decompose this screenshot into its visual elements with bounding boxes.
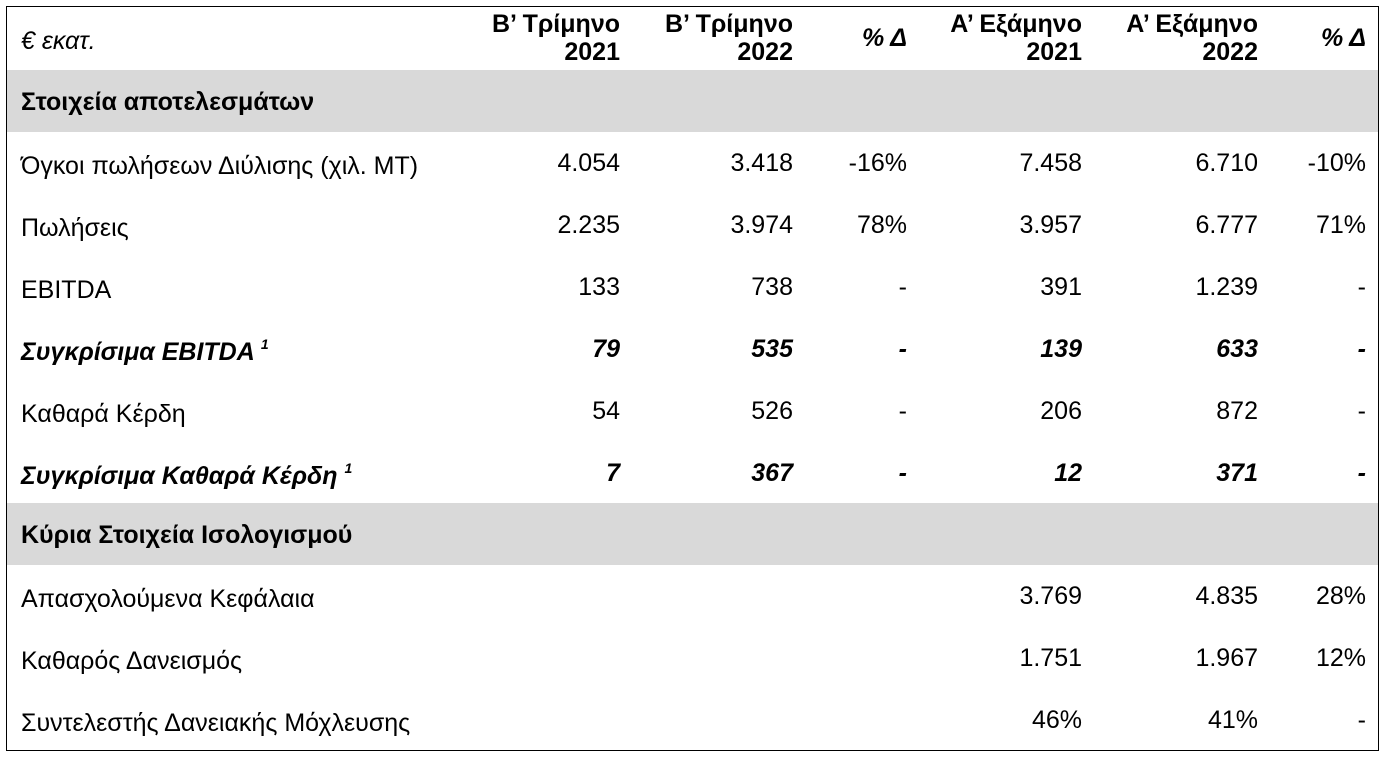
header-h-change: % Δ xyxy=(1320,24,1366,52)
cell-value: 3.769 xyxy=(1019,582,1082,610)
cell-value: 78% xyxy=(856,211,907,239)
cell-value: 54 xyxy=(592,397,620,425)
header-q2-2021-line2: 2021 xyxy=(564,38,620,66)
cell-value: 6.777 xyxy=(1195,211,1258,239)
header-q2-2021 xyxy=(477,7,620,69)
header-q2-2022 xyxy=(647,7,793,69)
cell-value: 133 xyxy=(578,273,620,301)
row-label xyxy=(21,318,269,380)
cell-value: 206 xyxy=(1040,397,1082,425)
cell-value: 12% xyxy=(1315,644,1366,672)
cell-value xyxy=(477,565,620,627)
header-q2-2022-line1: Β’ Τρίμηνο xyxy=(665,10,793,38)
row-label: Συντελεστής Δανειακής Μόχλευσης xyxy=(21,709,411,737)
cell-value xyxy=(477,689,620,751)
row-label-text: Συγκρίσιμα EBITDA xyxy=(21,338,254,366)
cell-value: 139 xyxy=(1040,335,1082,363)
cell-value: 7 xyxy=(606,459,620,487)
cell-value: - xyxy=(1357,459,1366,487)
cell-value: - xyxy=(1357,706,1366,734)
header-h1-2021-line1: Α’ Εξάμηνο xyxy=(950,10,1082,38)
cell-value: 79 xyxy=(592,335,620,363)
section-header-results xyxy=(7,70,1378,132)
section-title: Κύρια Στοιχεία Ισολογισμού xyxy=(21,521,353,549)
table-row xyxy=(7,194,1378,256)
table-row xyxy=(7,380,1378,442)
section-header-balance-sheet xyxy=(7,503,1378,565)
table-header-row xyxy=(7,7,1378,69)
row-label xyxy=(21,442,352,504)
cell-value: 7.458 xyxy=(1019,149,1082,177)
cell-value: - xyxy=(898,335,907,363)
cell-value: 6.710 xyxy=(1195,149,1258,177)
cell-value: 3.957 xyxy=(1019,211,1082,239)
cell-value xyxy=(807,627,907,689)
cell-value: 738 xyxy=(751,273,793,301)
financial-table xyxy=(6,6,1379,751)
header-h1-2021 xyxy=(927,7,1082,69)
cell-value: 41% xyxy=(1207,706,1258,734)
cell-value xyxy=(647,565,793,627)
cell-value: - xyxy=(1357,335,1366,363)
cell-value: -10% xyxy=(1307,149,1366,177)
cell-value: 28% xyxy=(1315,582,1366,610)
footnote-marker: 1 xyxy=(344,459,353,476)
row-label: Όγκοι πωλήσεων Διύλισης (χιλ. ΜΤ) xyxy=(21,152,419,180)
header-q2-2021-line1: Β’ Τρίμηνο xyxy=(492,10,620,38)
row-label: Απασχολούμενα Κεφάλαια xyxy=(21,585,315,613)
cell-value: - xyxy=(898,459,907,487)
header-q-change: % Δ xyxy=(861,24,907,52)
cell-value: 46% xyxy=(1031,706,1082,734)
cell-value: 4.054 xyxy=(557,149,620,177)
table-row xyxy=(7,627,1378,689)
cell-value: -16% xyxy=(848,149,907,177)
cell-value: 12 xyxy=(1054,459,1082,487)
table-row xyxy=(7,565,1378,627)
header-h1-2022-line1: Α’ Εξάμηνο xyxy=(1126,10,1258,38)
section-title: Στοιχεία αποτελεσμάτων xyxy=(21,88,315,116)
cell-value: 3.974 xyxy=(730,211,793,239)
cell-value xyxy=(807,565,907,627)
cell-value: 872 xyxy=(1216,397,1258,425)
header-h1-2022-line2: 2022 xyxy=(1202,38,1258,66)
row-label: Καθαρά Κέρδη xyxy=(21,400,186,428)
row-label: Πωλήσεις xyxy=(21,214,129,242)
table-row xyxy=(7,132,1378,194)
cell-value xyxy=(807,689,907,751)
row-label: Καθαρός Δανεισμός xyxy=(21,647,243,675)
cell-value: 4.835 xyxy=(1195,582,1258,610)
cell-value: - xyxy=(898,397,907,425)
cell-value: 535 xyxy=(751,335,793,363)
cell-value xyxy=(647,627,793,689)
table-row xyxy=(7,256,1378,318)
cell-value: 1.751 xyxy=(1019,644,1082,672)
row-label: EBITDA xyxy=(21,276,112,304)
cell-value: 371 xyxy=(1216,459,1258,487)
table-row-comparable-ebitda xyxy=(7,318,1378,380)
cell-value: 367 xyxy=(751,459,793,487)
header-h1-2022 xyxy=(1107,7,1258,69)
table-row xyxy=(7,689,1378,751)
cell-value: - xyxy=(1357,273,1366,301)
cell-value: 3.418 xyxy=(730,149,793,177)
header-q2-2022-line2: 2022 xyxy=(737,38,793,66)
cell-value: 526 xyxy=(751,397,793,425)
cell-value: - xyxy=(898,273,907,301)
unit-label: € εκατ. xyxy=(21,27,96,55)
cell-value xyxy=(477,627,620,689)
cell-value: 391 xyxy=(1040,273,1082,301)
cell-value: 71% xyxy=(1315,211,1366,239)
cell-value: 1.967 xyxy=(1195,644,1258,672)
cell-value xyxy=(647,689,793,751)
footnote-marker: 1 xyxy=(260,335,269,352)
cell-value: 1.239 xyxy=(1195,273,1258,301)
row-label-text: Συγκρίσιμα Καθαρά Κέρδη xyxy=(21,462,338,490)
header-h1-2021-line2: 2021 xyxy=(1026,38,1082,66)
cell-value: 633 xyxy=(1216,335,1258,363)
table-row-comparable-net-income xyxy=(7,442,1378,504)
cell-value: - xyxy=(1357,397,1366,425)
cell-value: 2.235 xyxy=(557,211,620,239)
